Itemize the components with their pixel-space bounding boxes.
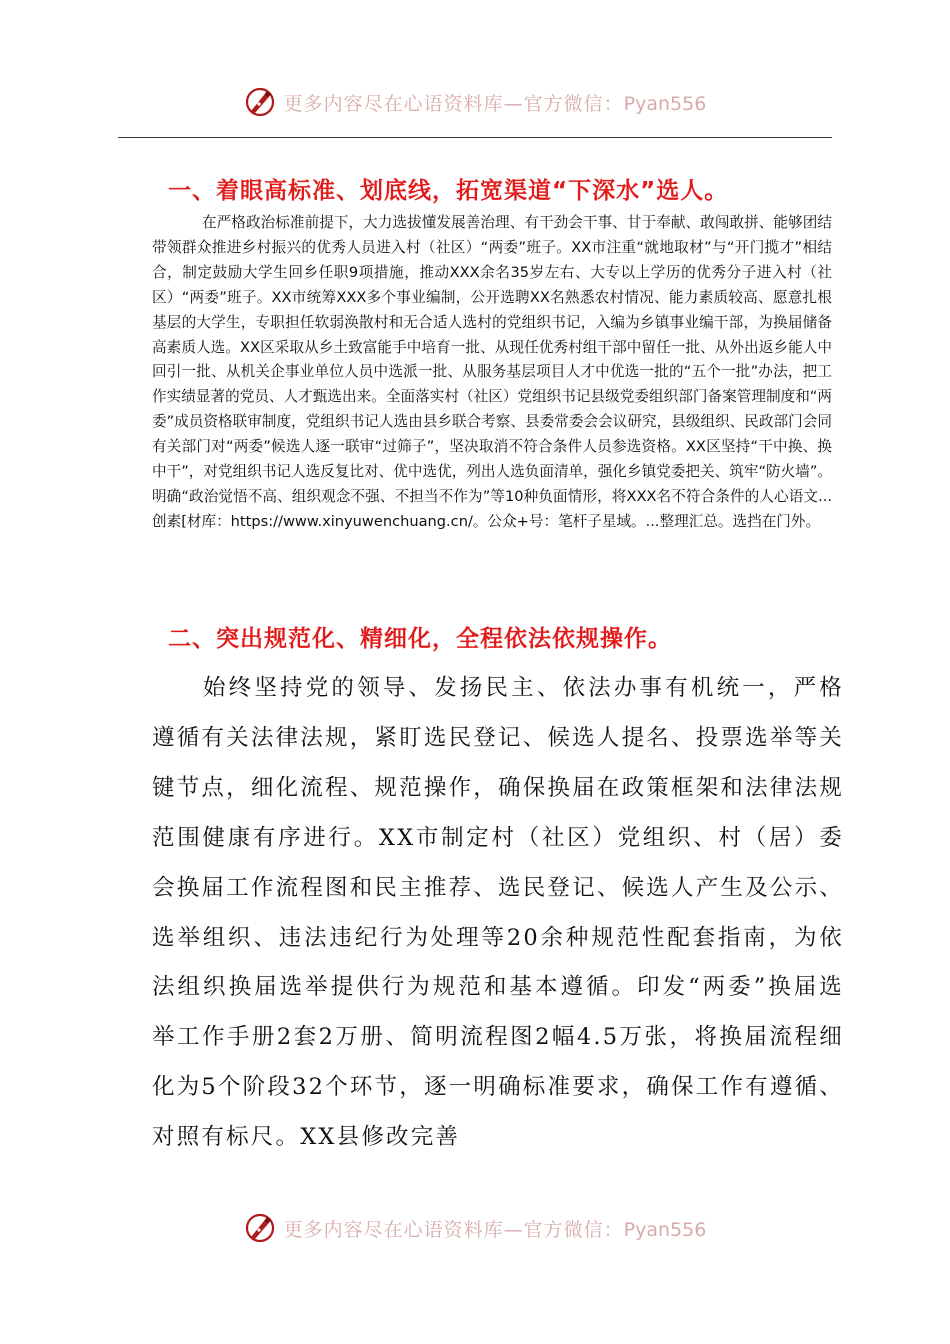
pen-nib-circle-icon (244, 86, 276, 118)
footer-banner (0, 1208, 950, 1248)
section-body-2: 始终坚持党的领导、发扬民主、依法办事有机统一，严格遵循有关法律法规，紧盯选民登记、候选人提名、投票选举等关键节点，细化流程、规范操作，确保换届在政策框架和法律法规范围健康有序进行。XX市制定村（社区）党组织、村（居）委会换届工作流程图和民主推荐、选民登记、候选人产生及公示、选举组织、违法违纪行为处理等20余种规范性配套指南，为依法组织换届选举提供行为规范和基本遵循。印发“两委”换届选举工作手册2套2万册、简明流程图2幅4.5万张，将换届流程细化为5个阶段32个环节，逐一明确标准要求，确保工作有遵循、对照有标尺。XX县修改完善 (152, 675, 844, 1151)
wechat-id: Pyan556 (623, 1218, 707, 1241)
pen-nib-circle-icon (244, 1212, 276, 1244)
section-heading-2: 二、突出规范化、精细化，全程依法依规操作。 (168, 626, 672, 652)
banner-text: 更多内容尽在心语资料库—官方微信：Pyan556 (283, 92, 707, 115)
wechat-id: Pyan556 (623, 92, 707, 115)
header-banner (0, 82, 950, 122)
header-divider (118, 137, 832, 138)
banner-text: 更多内容尽在心语资料库—官方微信：Pyan556 (283, 1218, 707, 1241)
section-heading-1: 一、着眼高标准、划底线，拓宽渠道“下深水”选人。 (168, 178, 729, 204)
section-body-1: 在严格政治标准前提下，大力选拔懂发展善治理、有干劲会干事、甘于奉献、敢闯敢拼、能够团结带领群众推进乡村振兴的优秀人员进入村（社区）“两委”班子。XX市注重“就地取材”与“开门揽才”相结合，制定鼓励大学生回乡任职9项措施，推动XXX余名35岁左右、大专以上学历的优秀分子进入村（社区）“两委”班子。XX市统筹XXX多个事业编制，公开选聘XX名熟悉农村情况、能力素质较高、愿意扎根基层的大学生，专职担任软弱涣散村和无合适人选村的党组织书记，入编为乡镇事业编干部，为换届储备高素质人选。XX区采取从乡土致富能手中培育一批、从现任优秀村组干部中留任一批、从外出返乡能人中回引一批、从机关企事业单位人员中选派一批、从服务基层项目人才中优选一批的“五个一批”办法，把工作实绩显著的党员、人才甄选出来。全面落实村（社区）党组织书记县级党委组织部门备案管理制度和“两委”成员资格联审制度，党组织书记人选由县乡联合考察、县委常委会会议研究，县级组织、民政部门会同有关部门对“两委”候选人逐一联审“过筛子”，坚决取消不符合条件人员参选资格。XX区坚持“干中换、换中干”，对党组织书记人选反复比对、优中选优，列出人选负面清单，强化乡镇党委把关、筑牢“防火墙”。明确“政治觉悟不高、组织观念不强、不担当不作为”等10种负面情形，将XXX名不符合条件的人心语文...创素[材库：https://www.xinyuwenchuang.cn/。公众+号：笔杆子星域。...整理汇总。选挡在门外。 (152, 214, 832, 530)
